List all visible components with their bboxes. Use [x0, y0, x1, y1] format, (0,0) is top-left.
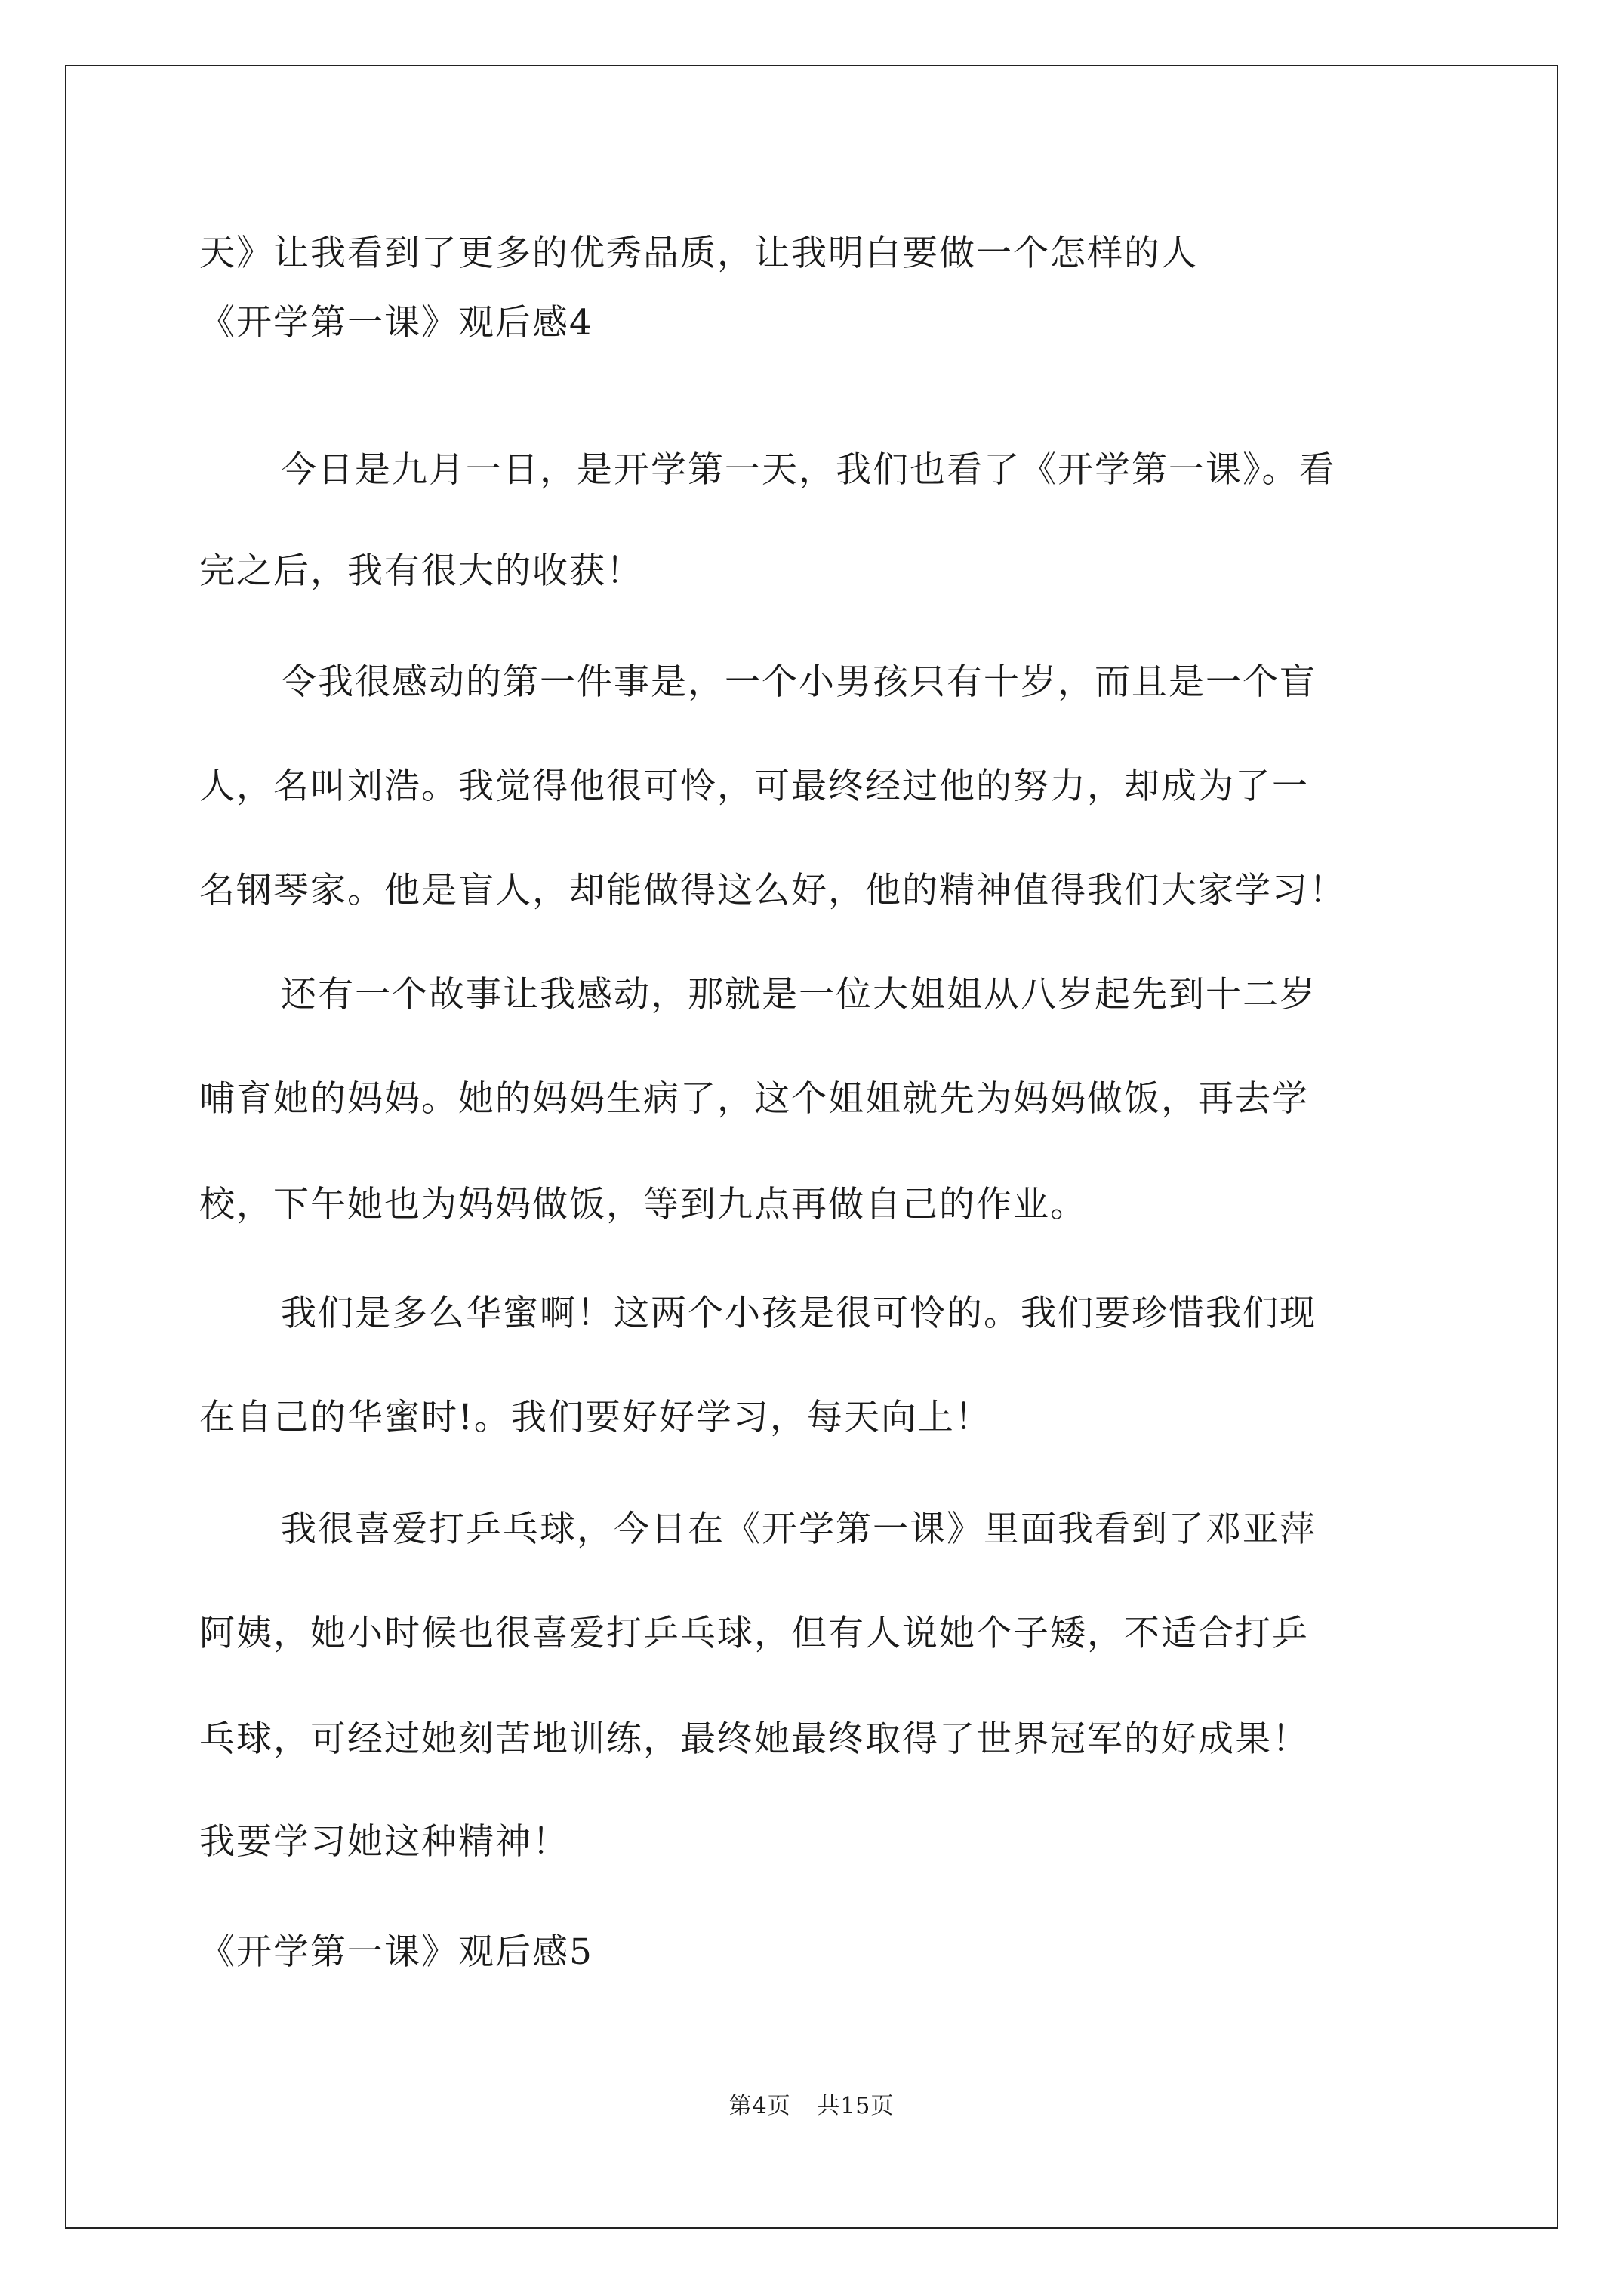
paragraph-3-line-2: 哺育她的妈妈。她的妈妈生病了，这个姐姐就先为妈妈做饭，再去学	[199, 1078, 1309, 1120]
paragraph-2-line-3: 名钢琴家。他是盲人，却能做得这么好，他的精神值得我们大家学习！	[199, 870, 1346, 911]
paragraph-1-line-1: 今日是九月一日，是开学第一天，我们也看了《开学第一课》。看	[281, 449, 1336, 491]
page-border	[65, 65, 1558, 2229]
section-heading-4: 《开学第一课》观后感4	[199, 302, 593, 344]
paragraph-5-line-1: 我很喜爱打乒乓球，今日在《开学第一课》里面我看到了邓亚萍	[281, 1509, 1317, 1550]
paragraph-5-line-3: 乓球，可经过她刻苦地训练，最终她最终取得了世界冠军的好成果！	[199, 1718, 1309, 1760]
paragraph-2-line-2: 人，名叫刘浩。我觉得他很可怜，可最终经过他的努力，却成为了一	[199, 766, 1309, 807]
paragraph-1-line-2: 完之后，我有很大的收获！	[199, 550, 643, 592]
carryover-line: 天》让我看到了更多的优秀品质，让我明白要做一个怎样的人	[199, 233, 1198, 274]
paragraph-2-line-1: 令我很感动的第一件事是，一个小男孩只有十岁，而且是一个盲	[281, 661, 1317, 703]
paragraph-5-line-4: 我要学习她这种精神！	[199, 1821, 569, 1863]
paragraph-4-line-2: 在自己的华蜜时!。我们要好好学习，每天向上！	[199, 1397, 992, 1438]
section-heading-5: 《开学第一课》观后感5	[199, 1931, 593, 1973]
paragraph-5-line-2: 阿姨，她小时候也很喜爱打乒乓球，但有人说她个子矮，不适合打乒	[199, 1613, 1309, 1654]
page-total: 共15页	[817, 2093, 895, 2119]
page-footer	[0, 2091, 1623, 2122]
paragraph-3-line-1: 还有一个故事让我感动，那就是一位大姐姐从八岁起先到十二岁	[281, 974, 1317, 1015]
paragraph-3-line-3: 校，下午她也为妈妈做饭，等到九点再做自己的作业。	[199, 1184, 1087, 1225]
page-number: 第4页	[728, 2093, 791, 2119]
paragraph-4-line-1: 我们是多么华蜜啊！这两个小孩是很可怜的。我们要珍惜我们现	[281, 1293, 1317, 1334]
